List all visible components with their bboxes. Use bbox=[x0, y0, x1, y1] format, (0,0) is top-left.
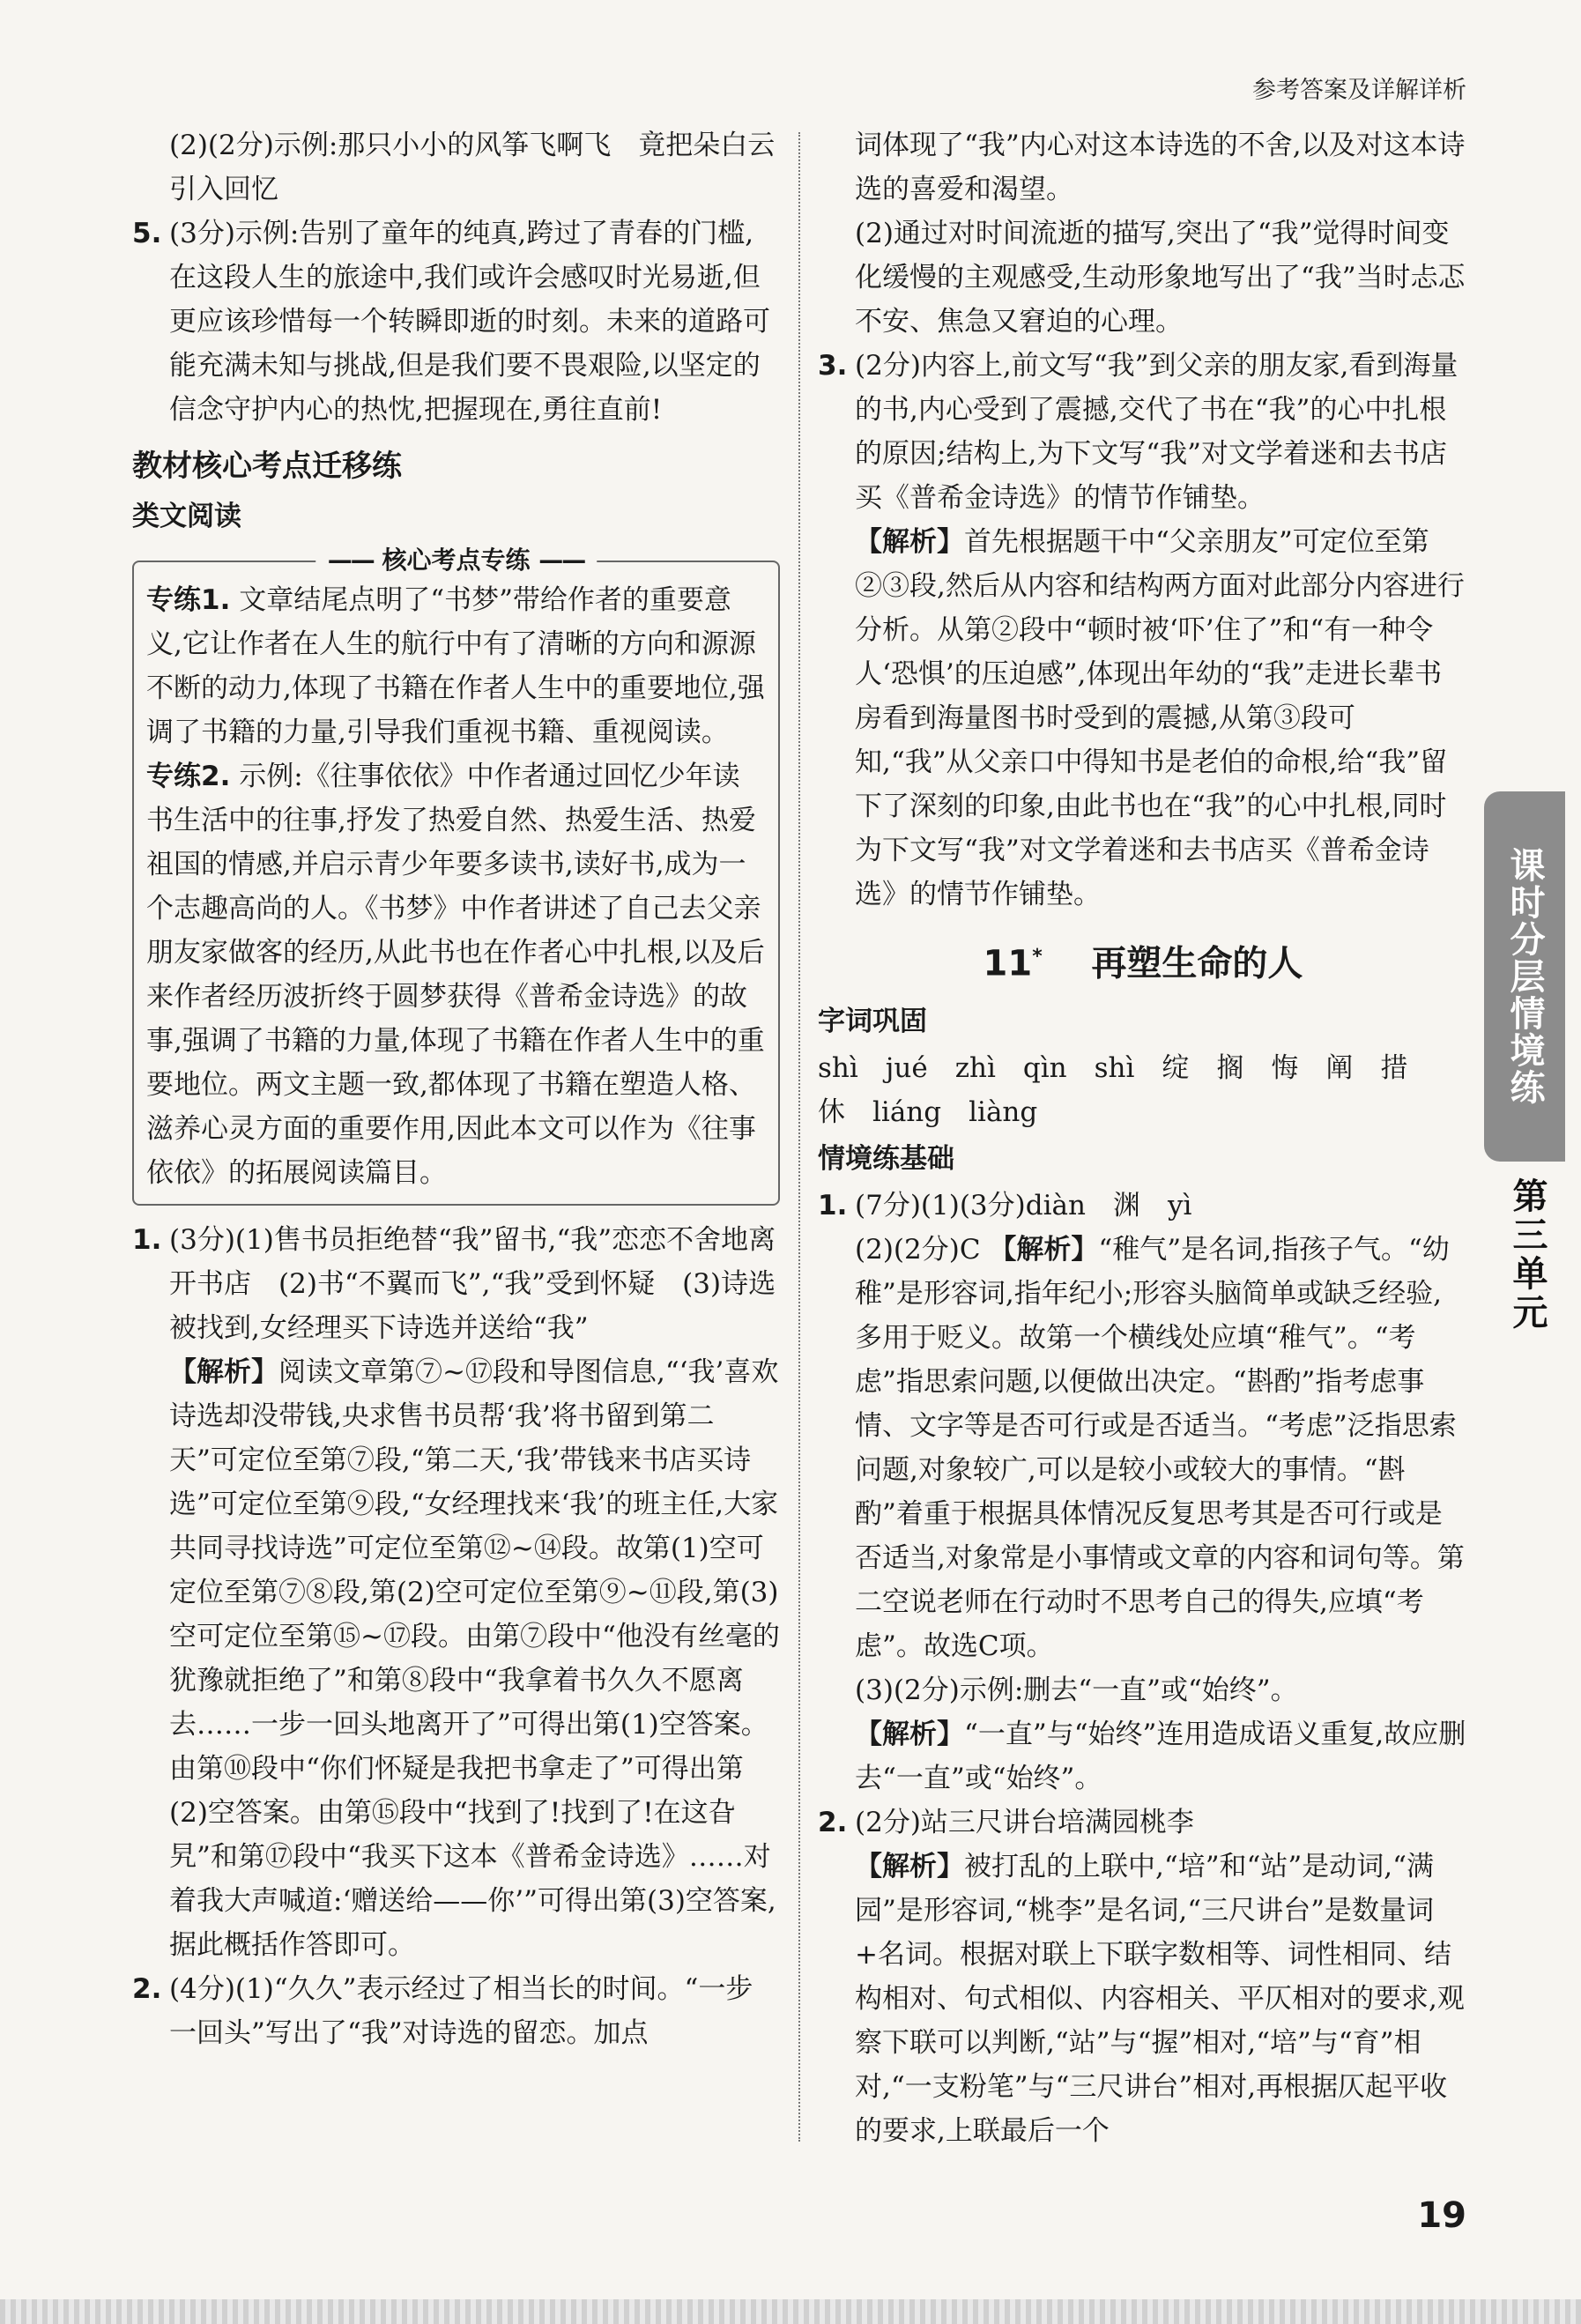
answer-3-number: 3. bbox=[818, 350, 848, 382]
side-tab-lesson-practice: 课时分层情境练 bbox=[1484, 791, 1565, 1162]
basics-answer-1 bbox=[818, 1184, 1468, 1228]
basics-answer-1-2-text: (2)(2分)C bbox=[855, 1234, 981, 1266]
practice-2-text: 示例:《往事依依》中作者通过回忆少年读书生活中的往事,抒发了热爱自然、热爱生活、热爱祖国的情感,并启示青少年要多读书,读好书,成为一个志趣高尚的人。《书梦》中作者讲述了自己去父亲朋友家做客的经历,从此书也在作者心中扎根,以及后来作者经历波折终于圆梦获得《普希金诗选》的故事,强调了书籍的力量,体现了书籍在作者人生中的重要地位。两文主题一致,都体现了书籍在塑造人格、滋养心灵方面的重要作用,因此本文可以作为《往事依依》的拓展阅读篇目。 bbox=[146, 761, 765, 1189]
answer-2-text: (4分)(1)“久久”表示经过了相当长的时间。“一步一回头”写出了“我”对诗选的留恋。加点 bbox=[169, 1973, 753, 2049]
bottom-edge-band bbox=[0, 2299, 1581, 2324]
right-column bbox=[818, 123, 1468, 2153]
basics-answer-2-number: 2. bbox=[818, 1807, 848, 1839]
subsection-scenario-basics: 情境练基础 bbox=[818, 1143, 954, 1176]
word-review-line-2: 休 liáng liàng bbox=[818, 1096, 1038, 1129]
analysis-text: “稚气”是名词,指孩子气。“幼稚”是形容词,指年纪小;形容头脑简单或缺乏经验,多用于贬义。故第一个横线处应填“稚气”。“考虑”指思索问题,以便做出决定。“斟酌”指考虑事情、文字等是否可行或是否适当。“考虑”泛指思索问题,对象较广,可以是较小或较大的事情。“斟酌”着重于根据具体情况反复思考其是否可行或是否适当,对象常是小事情或文章的内容和词句等。第二空说老师在行动时不思考自己的得失,应填“考虑”。故选C项。 bbox=[855, 1234, 1465, 1663]
analysis-text: 被打乱的上联中,“培”和“站”是动词,“满园”是形容词,“桃李”是名词,“三尺讲台”是数量词+名词。根据对联上下联字数相等、词性相同、结构相对、句式相似、内容相关、平仄相对的要求,观察下联可以判断,“站”与“握”相对,“培”与“育”相对,“一支粉笔”与“三尺讲台”相对,再根据仄起平收的要求,上联最后一个 bbox=[855, 1851, 1465, 2148]
answer-5-text: (3分)示例:告别了童年的纯真,跨过了青春的门槛,在这段人生的旅途中,我们或许会感叹时光易逝,但更应该珍惜每一个转瞬即逝的时刻。未来的道路可能充满未知与挑战,但是我们要不畏艰险,以坚定的信念守护内心的热忱,把握现在,勇往直前! bbox=[169, 218, 770, 426]
column-divider bbox=[798, 132, 800, 2142]
answer-1-text: (3分)(1)售书员拒绝替“我”留书,“我”恋恋不舍地离开书店 (2)书“不翼而飞”,“我”受到怀疑 (3)诗选被找到,女经理买下诗选并送给“我” bbox=[169, 1224, 776, 1344]
word-review-line-1: shì jué zhì qìn shì 绽 搁 悔 阐 措 bbox=[818, 1052, 1408, 1085]
box-title bbox=[315, 543, 598, 578]
basics-answer-1-number: 1. bbox=[818, 1190, 848, 1222]
answer-1 bbox=[132, 1218, 780, 1350]
analysis-text: “一直”与“始终”连用造成语义重复,故应删去“一直”或“始终”。 bbox=[855, 1719, 1466, 1795]
analysis-label: 【解析】 bbox=[169, 1356, 278, 1388]
answer-2-part2: (2)通过对时间流逝的描写,突出了“我”觉得时间变化缓慢的主观感受,生动形象地写出了“我”当时忐忑不安、焦急又窘迫的心理。 bbox=[855, 218, 1466, 338]
analysis-text: 阅读文章第⑦~⑰段和导图信息,“‘我’喜欢诗选却没带钱,央求售书员帮‘我’将书留到第二天”可定位至第⑦段,“第二天,‘我’带钱来书店买诗选”可定位至第⑨段,“女经理找来‘我’的班主任,大家共同寻找诗选”可定位至第⑫~⑭段。故第(1)空可定位至第⑦⑧段,第(2)空可定位至第⑨~⑪段,第(3)空可定位至第⑮~⑰段。由第⑦段中“他没有丝毫的犹豫就拒绝了”和第⑧段中“我拿着书久久不愿离去……一步一回头地离开了”可得出第(1)空答案。由第⑩段中“你们怀疑是我把书拿走了”可得出第(2)空答案。由第⑮段中“找到了!找到了!在这旮旯”和第⑰段中“我买下这本《普希金诗选》……对着我大声喊道:‘赠送给——你’”可得出第(3)空答案,据此概括作答即可。 bbox=[169, 1356, 780, 1961]
section-title-core-transfer: 教材核心考点迁移练 bbox=[132, 449, 402, 484]
left-column bbox=[132, 123, 780, 2055]
subsection-word-review: 字词巩固 bbox=[818, 1006, 927, 1038]
basics-answer-1-2 bbox=[818, 1228, 1468, 1668]
practice-1-label: 专练1. bbox=[146, 584, 231, 616]
answer-3-text: (2分)内容上,前文写“我”到父亲的朋友家,看到海量的书,内心受到了震撼,交代了书在“我”的心中扎根的原因;结构上,为下文写“我”对文学着迷和去书店买《普希金诗选》的情节作铺垫。 bbox=[855, 350, 1459, 514]
page-number: 19 bbox=[1417, 2195, 1466, 2236]
answer-3-analysis bbox=[818, 520, 1468, 917]
box-title-text: 核心考点专练 bbox=[382, 546, 531, 575]
page-header: 参考答案及详解详析 bbox=[1252, 77, 1466, 104]
practice-1 bbox=[146, 578, 766, 754]
answer-2-number: 2. bbox=[132, 1973, 162, 2005]
answer-1-number: 1. bbox=[132, 1224, 162, 1256]
answer-2 bbox=[132, 1967, 780, 2055]
analysis-label: 【解析】 bbox=[855, 1851, 964, 1883]
basics-answer-1-text: (7分)(1)(3分)diàn 渊 yì bbox=[855, 1190, 1192, 1222]
core-practice-box bbox=[132, 546, 780, 1206]
practice-1-text: 文章结尾点明了“书梦”带给作者的重要意义,它让作者在人生的航行中有了清晰的方向和源源不断的动力,体现了书籍在作者人生中的重要地位,强调了书籍的力量,引导我们重视书籍、重视阅读。 bbox=[146, 584, 765, 748]
basics-answer-1-3: (3)(2分)示例:删去“一直”或“始终”。 bbox=[855, 1674, 1298, 1707]
subsection-similar-reading: 类文阅读 bbox=[132, 501, 241, 532]
lesson-number: 11 bbox=[983, 943, 1033, 984]
answer-2-continued: 词体现了“我”内心对这本诗选的不舍,以及对这本诗选的喜爱和渴望。 bbox=[855, 130, 1466, 205]
analysis-text: 首先根据题干中“父亲朋友”可定位至第②③段,然后从内容和结构两方面对此部分内容进行分析。从第②段中“顿时被‘吓’住了”和“有一种令人‘恐惧’的压迫感”,体现出年幼的“我”走进长辈书房看到海量图书时受到的震撼,从第③段可知,“我”从父亲口中得知书是老伯的命根,给“我”留下了深刻的印象,由此书也在“我”的心中扎根,同时为下文写“我”对文学着迷和去书店买《普希金诗选》的情节作铺垫。 bbox=[855, 526, 1465, 910]
answer-5 bbox=[132, 212, 780, 432]
answer-3 bbox=[818, 344, 1468, 520]
lesson-mark: * bbox=[1032, 946, 1043, 968]
basics-answer-1-3-analysis bbox=[818, 1712, 1468, 1801]
lesson-title bbox=[818, 932, 1468, 988]
box-title-dash-right: —— bbox=[538, 546, 585, 575]
box-title-dash-left: —— bbox=[327, 546, 374, 575]
answer-1-analysis bbox=[132, 1350, 780, 1967]
lesson-name: 再塑生命的人 bbox=[1091, 943, 1303, 984]
answer-4-2: (2)(2分)示例:那只小小的风筝飞啊飞 竟把朵白云引入回忆 bbox=[169, 130, 776, 205]
basics-answer-2 bbox=[818, 1801, 1468, 1845]
analysis-label: 【解析】 bbox=[989, 1234, 1099, 1266]
answer-5-number: 5. bbox=[132, 218, 162, 249]
side-unit-label: 第三单元 bbox=[1507, 1177, 1548, 1333]
analysis-label: 【解析】 bbox=[855, 1719, 964, 1751]
basics-answer-2-text: (2分)站三尺讲台培满园桃李 bbox=[855, 1807, 1194, 1839]
basics-answer-2-analysis bbox=[818, 1845, 1468, 2153]
analysis-label: 【解析】 bbox=[855, 526, 964, 558]
practice-2 bbox=[146, 754, 766, 1195]
practice-2-label: 专练2. bbox=[146, 761, 231, 792]
